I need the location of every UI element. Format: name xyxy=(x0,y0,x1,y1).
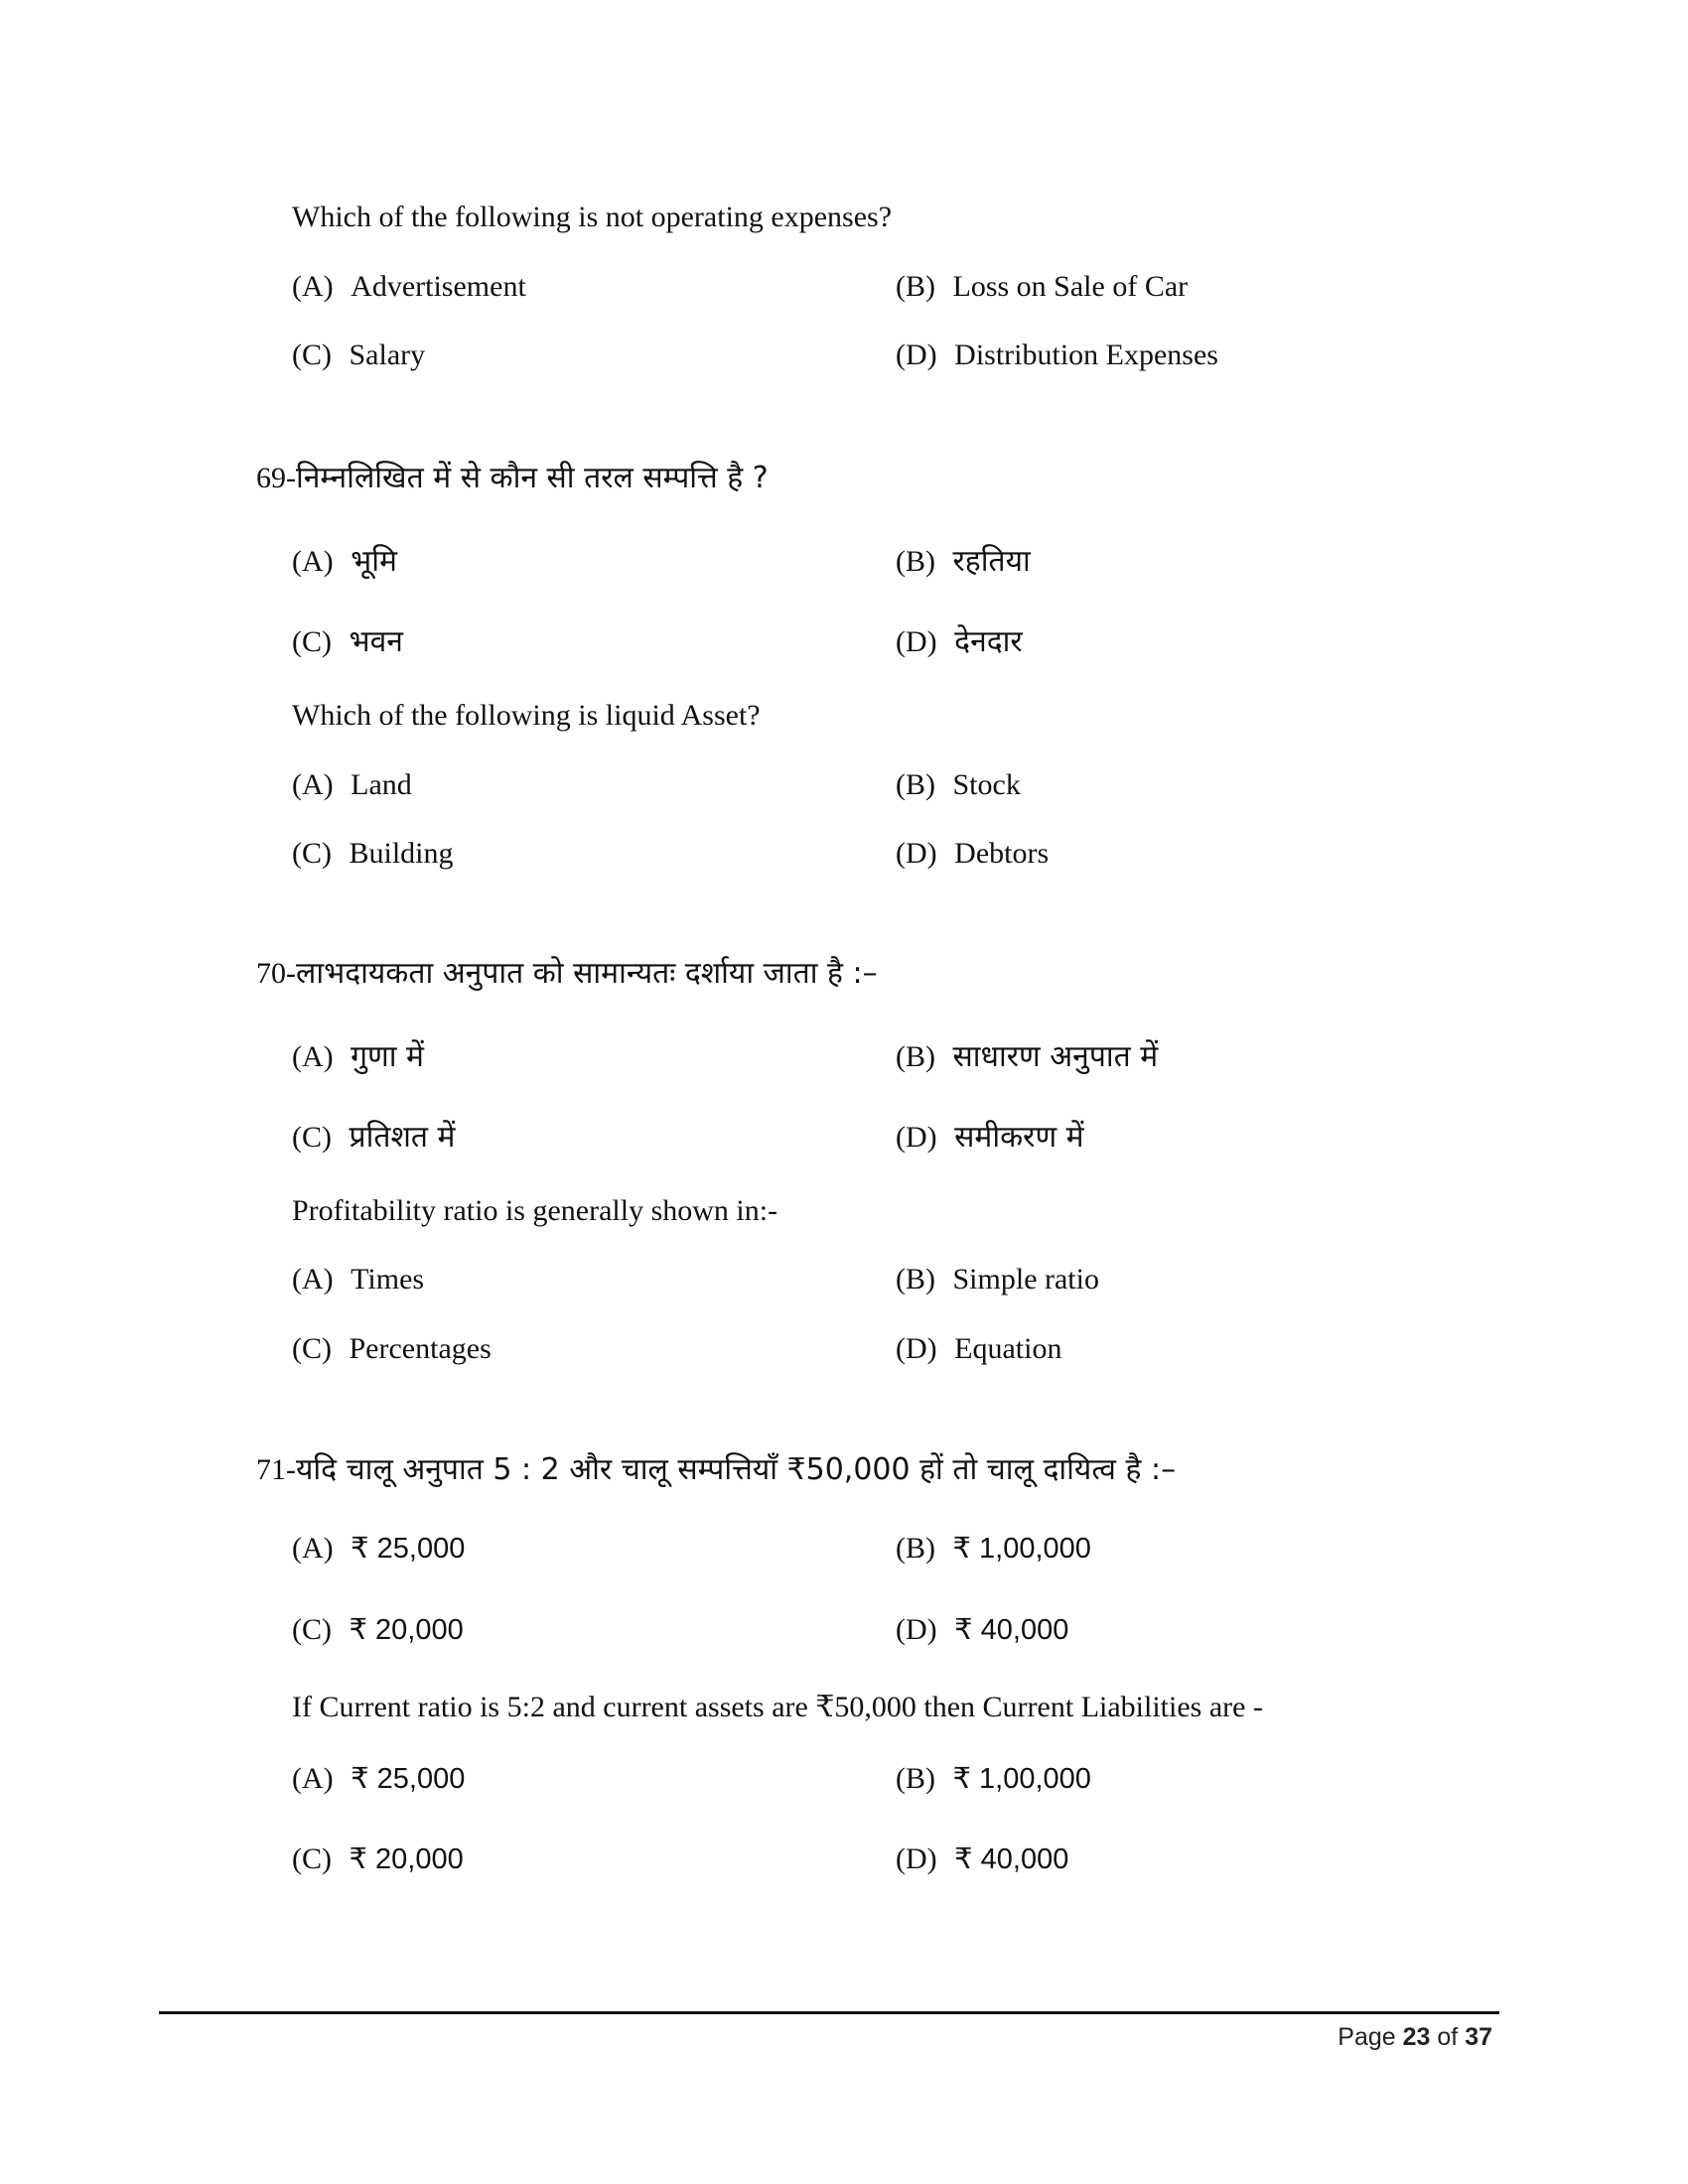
option-text: समीकरण में xyxy=(954,1120,1084,1155)
option-text: भूमि xyxy=(351,544,397,579)
q70-hi-option-b xyxy=(896,1034,1158,1075)
option-label: (A) xyxy=(292,768,334,801)
question-70-hi-text: लाभदायकता अनुपात को सामान्यतः दर्शाया जाता है :– xyxy=(296,956,878,991)
q71-en-option-c xyxy=(292,1842,464,1876)
option-text: Distribution Expenses xyxy=(954,339,1218,371)
q69-en-option-b xyxy=(896,768,1021,802)
option-text: Loss on Sale of Car xyxy=(952,270,1189,303)
q68-en-option-a xyxy=(292,270,526,304)
option-label: (B) xyxy=(896,1040,935,1073)
q69-hi-option-a xyxy=(292,539,397,580)
footer-page-word: Page xyxy=(1337,2023,1396,2051)
option-text: ₹ 1,00,000 xyxy=(952,1763,1091,1795)
option-label: (B) xyxy=(896,270,935,303)
option-text: Stock xyxy=(952,768,1021,801)
q71-en-option-a xyxy=(292,1761,465,1796)
q68-en-option-d xyxy=(896,339,1218,372)
question-number: 71- xyxy=(256,1453,296,1486)
q70-en-option-b xyxy=(896,1263,1099,1297)
option-text: ₹ 40,000 xyxy=(954,1614,1069,1646)
q69-hi-option-c xyxy=(292,619,403,660)
option-label: (A) xyxy=(292,270,334,303)
option-label: (C) xyxy=(292,837,332,870)
q68-en-option-c xyxy=(292,339,425,372)
option-label: (A) xyxy=(292,545,334,578)
footer-divider xyxy=(159,2011,1499,2014)
q69-en-option-c xyxy=(292,837,454,871)
option-text: Simple ratio xyxy=(952,1263,1099,1296)
option-label: (C) xyxy=(292,1613,332,1646)
q69-hi-option-d xyxy=(896,619,1023,660)
question-70-en-text: Profitability ratio is generally shown in:- xyxy=(292,1194,778,1227)
option-label: (A) xyxy=(292,1263,334,1296)
q70-en-option-c xyxy=(292,1332,492,1366)
option-text: Times xyxy=(351,1263,425,1296)
question-71-hi xyxy=(256,1447,1176,1488)
q70-en-option-a xyxy=(292,1263,424,1297)
q69-en-option-a xyxy=(292,768,412,802)
q71-hi-option-c xyxy=(292,1612,464,1647)
question-69-hi xyxy=(256,456,769,496)
q71-hi-option-a xyxy=(292,1531,465,1566)
option-label: (D) xyxy=(896,1332,937,1365)
option-label: (D) xyxy=(896,625,937,658)
option-label: (C) xyxy=(292,339,332,371)
option-text: Land xyxy=(351,768,412,801)
option-label: (D) xyxy=(896,1843,937,1875)
q68-en-option-b xyxy=(896,270,1188,304)
question-69-hi-text: निम्नलिखित में से कौन सी तरल सम्पत्ति है ? xyxy=(296,461,769,495)
option-text: ₹ 25,000 xyxy=(351,1763,466,1795)
option-label: (D) xyxy=(896,339,937,371)
question-71-en-text: If Current ratio is 5:2 and current assets are ₹50,000 then Current Liabilities are - xyxy=(292,1691,1263,1723)
option-label: (B) xyxy=(896,1263,935,1296)
question-68-en-text: Which of the following is not operating expenses? xyxy=(292,201,893,233)
option-text: ₹ 1,00,000 xyxy=(952,1533,1091,1565)
q69-en-option-d xyxy=(896,837,1049,871)
option-label: (C) xyxy=(292,1332,332,1365)
option-text: Debtors xyxy=(954,837,1050,870)
option-text: ₹ 25,000 xyxy=(351,1533,466,1565)
option-label: (B) xyxy=(896,1762,935,1795)
question-70-hi xyxy=(256,951,878,992)
option-text: Advertisement xyxy=(351,270,526,303)
option-text: प्रतिशत में xyxy=(349,1120,456,1155)
q70-hi-option-c xyxy=(292,1115,455,1156)
option-text: ₹ 40,000 xyxy=(954,1843,1069,1875)
option-text: गुणा में xyxy=(351,1039,424,1074)
page-footer xyxy=(1337,2023,1492,2052)
option-text: Building xyxy=(349,837,454,870)
option-label: (D) xyxy=(896,837,937,870)
option-text: Percentages xyxy=(349,1332,492,1365)
option-label: (A) xyxy=(292,1762,334,1795)
option-text: Equation xyxy=(954,1332,1062,1365)
question-number: 70- xyxy=(256,957,296,990)
q71-hi-option-b xyxy=(896,1531,1091,1566)
option-label: (A) xyxy=(292,1040,334,1073)
option-text: भवन xyxy=(349,624,403,659)
footer-of-word: of xyxy=(1437,2023,1459,2051)
q71-en-option-d xyxy=(896,1842,1068,1876)
footer-current-page: 23 xyxy=(1402,2023,1431,2051)
option-text: Salary xyxy=(349,339,426,371)
option-text: साधारण अनुपात में xyxy=(952,1039,1159,1074)
q70-hi-option-d xyxy=(896,1115,1084,1156)
option-text: देनदार xyxy=(954,624,1023,659)
q70-hi-option-a xyxy=(292,1034,424,1075)
q69-hi-option-b xyxy=(896,539,1031,580)
q71-hi-option-d xyxy=(896,1612,1068,1647)
option-label: (B) xyxy=(896,768,935,801)
option-text: ₹ 20,000 xyxy=(349,1843,464,1875)
option-label: (D) xyxy=(896,1613,937,1646)
option-label: (C) xyxy=(292,625,332,658)
option-text: रहतिया xyxy=(952,544,1031,579)
q71-en-option-b xyxy=(896,1761,1091,1796)
question-69-en-text: Which of the following is liquid Asset? xyxy=(292,699,761,732)
option-label: (B) xyxy=(896,545,935,578)
option-label: (C) xyxy=(292,1121,332,1154)
option-label: (A) xyxy=(292,1532,334,1565)
footer-total-pages: 37 xyxy=(1465,2023,1492,2051)
question-number: 69- xyxy=(256,462,296,494)
option-label: (B) xyxy=(896,1532,935,1565)
option-text: ₹ 20,000 xyxy=(349,1614,464,1646)
question-71-hi-text: यदि चालू अनुपात 5 : 2 और चालू सम्पत्तियाँ ₹50,000 हों तो चालू दायित्व है :– xyxy=(296,1452,1177,1487)
option-label: (D) xyxy=(896,1121,937,1154)
option-label: (C) xyxy=(292,1843,332,1875)
q70-en-option-d xyxy=(896,1332,1061,1366)
